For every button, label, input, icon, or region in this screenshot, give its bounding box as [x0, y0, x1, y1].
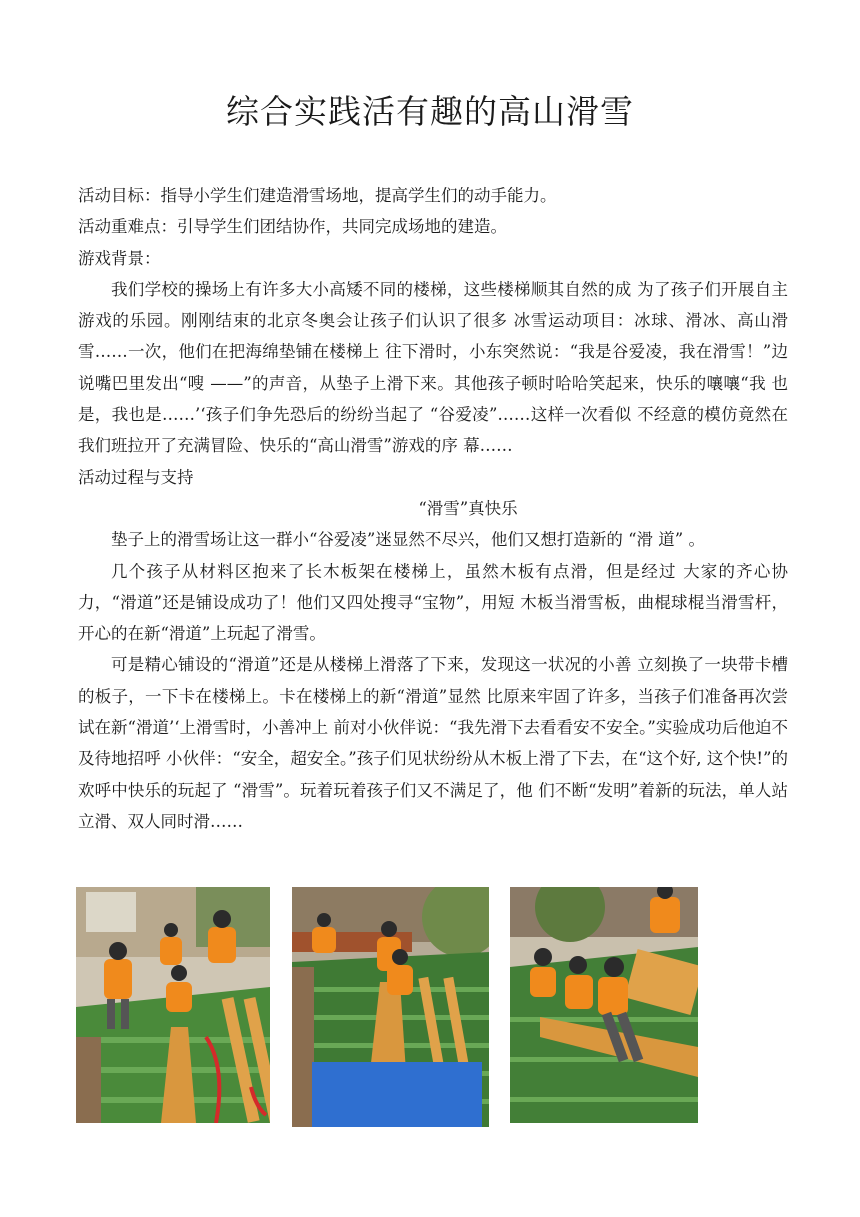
paragraph-2: 几个孩子从材料区抱来了长木板架在楼梯上，虽然木板有点滑，但是经过 大家的齐心协力，“滑道”还是铺设成功了！他们又四处搜寻“宝物”，用短 木板当滑雪板，曲棍球棍当滑雪杆，开心的在新“滑道”上玩起了滑雪。	[78, 561, 788, 644]
photo-children-on-stairs	[76, 887, 270, 1123]
background-paragraph: 我们学校的操场上有许多大小高矮不同的楼梯，这些楼梯顺其自然的成 为了孩子们开展自主游戏的乐园。刚刚结束的北京冬奥会让孩子们认识了很多 冰雪运动项目：冰球、滑冰、高山滑雪……一次，他们在把海绵垫铺在楼梯上 往下滑时，小东突然说：“我是谷爱凌，我在滑雪！”边说嘴巴里发出“嗖 ——”的声音，从垫子上滑下来。其他孩子顿时哈哈笑起来，快乐的嚷嚷“我 也是，我也是……’‘孩子们争先恐后的纷纷当起了 “谷爱凌”……这样一次看似 不经意的模仿竟然在我们班拉开了充满冒险、快乐的“高山滑雪”游戏的序 幕……	[78, 279, 788, 456]
paragraph-3: 可是精心铺设的“滑道”还是从楼梯上滑落了下来，发现这一状况的小善 立刻换了一块带卡槽的板子，一下卡在楼梯上。卡在楼梯上的新“滑道”显然 比原来牢固了许多，当孩子们准备再次尝试在新“滑道’‘上滑雪时，小善冲上 前对小伙伴说：“我先滑下去看看安不安全。”实验成功后他迫不及待地招呼 小伙伴：“安全，超安全。”孩子们见状纷纷从木板上滑了下去，在“这个好, 这个快!”的欢呼中快乐的玩起了 “滑雪”。玩着玩着孩子们又不满足了，他 们不断“发明”着新的玩法，单人站立滑、双人同时滑……	[78, 655, 788, 831]
process-heading: 活动过程与支持	[78, 467, 194, 487]
document-body	[78, 180, 788, 837]
activity-goal: 活动目标：指导小学生们建造滑雪场地，提高学生们的动手能力。	[78, 186, 557, 205]
background-heading: 游戏背景：	[78, 248, 161, 268]
activity-difficulty: 活动重难点：引导学生们团结协作，共同完成场地的建造。	[78, 217, 507, 237]
photo-children-sliding	[510, 887, 698, 1123]
paragraph-1: 垫子上的滑雪场让这一群小“谷爱凌”迷显然不尽兴，他们又想打造新的 “滑 道” 。	[111, 530, 705, 550]
section-subheading: “滑雪”真快乐	[418, 498, 518, 518]
photo-row	[76, 887, 706, 1127]
photo-wooden-slide	[292, 887, 489, 1127]
page-title: 综合实践活有趣的高山滑雪	[226, 92, 634, 131]
